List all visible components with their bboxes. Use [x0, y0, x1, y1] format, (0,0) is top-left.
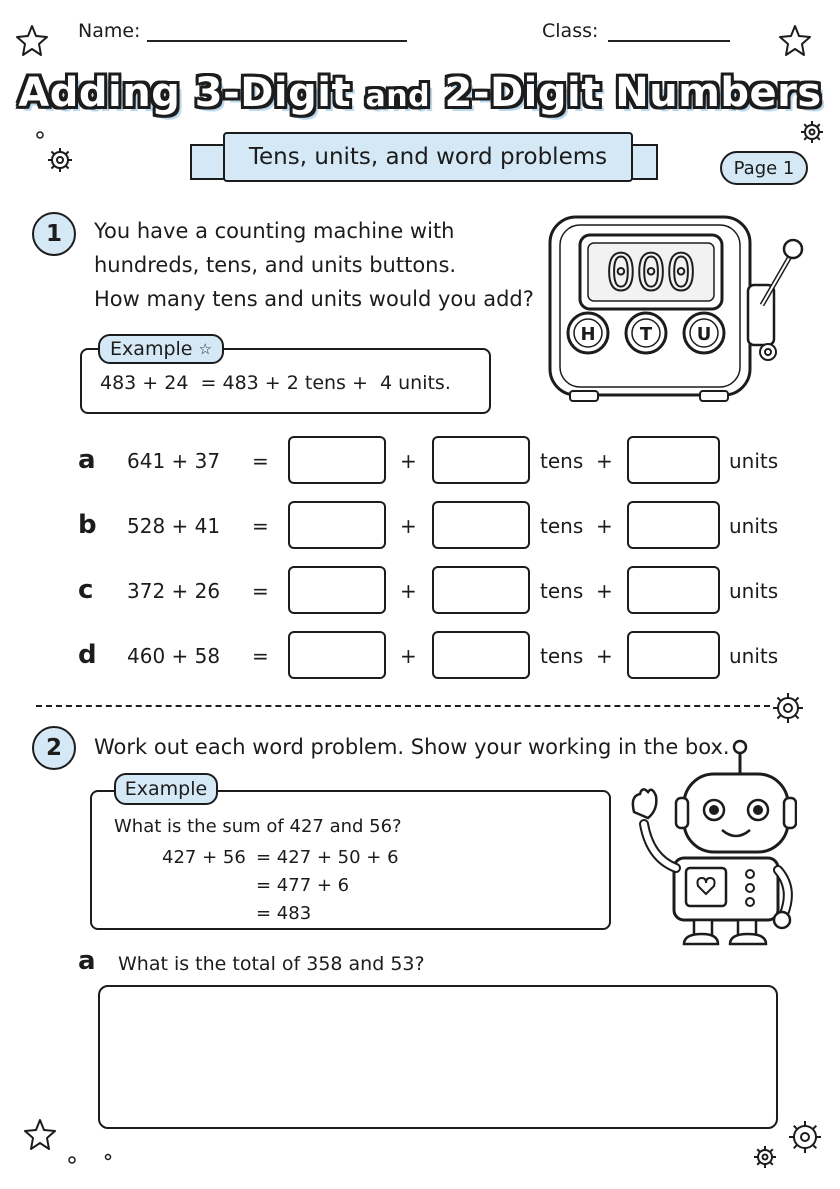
row-a-hundreds-box[interactable]: [288, 436, 386, 484]
name-field[interactable]: [147, 40, 407, 42]
subtitle-ribbon: [223, 132, 633, 182]
question-2-number: [32, 726, 76, 770]
dot-icon: [106, 1155, 111, 1160]
working-left-3: [162, 900, 256, 928]
row-d-hundreds-box[interactable]: [288, 631, 386, 679]
button-units: [684, 313, 724, 353]
star-icon: [780, 26, 810, 55]
row-c-plus-1: +: [400, 579, 417, 603]
button-label-units: U: [696, 324, 712, 345]
button-label-hundreds: H: [580, 324, 596, 345]
row-a-plus-1: +: [400, 449, 417, 473]
row-b-units-box[interactable]: [627, 501, 720, 549]
row-c-tens-label: tens: [540, 579, 584, 603]
star-icon: [25, 1120, 55, 1149]
row-a-sum: 641 + 37: [127, 449, 221, 473]
gear-icon: [754, 1146, 776, 1168]
row-d-letter: d: [78, 640, 97, 670]
row-b-sum: 528 + 41: [127, 514, 221, 538]
q1-example-text: 483 + 24 = 483 + 2 tens + 4 units.: [100, 372, 451, 394]
question-2-number-text: 2: [45, 735, 62, 761]
page-number: Page 1: [733, 157, 795, 179]
question-1-line-2: hundreds, tens, and units buttons.: [94, 253, 457, 277]
row-b-plus-2: +: [596, 514, 613, 538]
gear-icon: [789, 1121, 821, 1153]
class-label: Class:: [542, 20, 599, 42]
question-1-number: [32, 212, 76, 256]
row-c-plus-2: +: [596, 579, 613, 603]
row-d-units-label: units: [729, 644, 779, 668]
row-d-tens-box[interactable]: [432, 631, 530, 679]
class-field[interactable]: [608, 40, 730, 42]
machine-display: 000: [605, 244, 697, 302]
row-a-tens-label: tens: [540, 449, 584, 473]
row-b-tens-label: tens: [540, 514, 584, 538]
robot-illustration: [622, 738, 797, 948]
gear-icon: [48, 148, 72, 172]
gear-icon: [801, 121, 823, 143]
q2-part-a-working-box[interactable]: [98, 985, 778, 1129]
working-left-2: [162, 872, 256, 900]
button-tens: [626, 313, 666, 353]
q2-example-tag: [114, 773, 218, 805]
row-b-units-label: units: [729, 514, 779, 538]
row-c-hundreds-box[interactable]: [288, 566, 386, 614]
q2-example-question: What is the sum of 427 and 56?: [114, 816, 402, 837]
title-part-1: Adding 3-Digit: [18, 70, 352, 116]
row-b-plus-1: +: [400, 514, 417, 538]
working-right-1: = 427 + 50 + 6: [256, 847, 399, 868]
q2-part-a-letter: a: [78, 946, 96, 976]
page-badge: [720, 151, 808, 185]
row-b-hundreds-box[interactable]: [288, 501, 386, 549]
row-d-plus-2: +: [596, 644, 613, 668]
row-a-letter: a: [78, 445, 96, 475]
counting-machine-illustration: [540, 205, 810, 405]
row-a-units-box[interactable]: [627, 436, 720, 484]
name-label: Name:: [78, 20, 141, 42]
button-hundreds: [568, 313, 608, 353]
row-b-letter: b: [78, 510, 97, 540]
q1-example-label: Example: [110, 338, 193, 360]
row-c-units-label: units: [729, 579, 779, 603]
row-a-plus-2: +: [596, 449, 613, 473]
star-icon: ☆: [198, 340, 212, 358]
q1-example-tag: [98, 334, 224, 364]
row-a-tens-box[interactable]: [432, 436, 530, 484]
row-d-units-box[interactable]: [627, 631, 720, 679]
section-divider: [36, 705, 770, 707]
q2-example-box: [90, 790, 611, 930]
question-1-number-text: 1: [45, 221, 62, 247]
row-d-sum: 460 + 58: [127, 644, 221, 668]
row-a-units-label: units: [729, 449, 779, 473]
row-a-equals: =: [252, 449, 269, 473]
dot-icon: [69, 1157, 75, 1163]
question-1-line-3: How many tens and units would you add?: [94, 287, 534, 311]
row-c-equals: =: [252, 579, 269, 603]
gear-icon: [773, 693, 803, 723]
question-1-text: [94, 214, 554, 316]
question-1-line-1: You have a counting machine with: [94, 219, 455, 243]
row-d-equals: =: [252, 644, 269, 668]
star-icon: [17, 26, 47, 55]
row-b-tens-box[interactable]: [432, 501, 530, 549]
row-c-units-box[interactable]: [627, 566, 720, 614]
q2-example-working: [162, 844, 399, 928]
page-title: [0, 70, 840, 116]
working-right-2: = 477 + 6: [256, 875, 350, 896]
subtitle: Tens, units, and word problems: [248, 144, 608, 170]
q2-part-a-question: What is the total of 358 and 53?: [118, 953, 425, 975]
q2-example-label: Example: [124, 778, 208, 800]
row-d-plus-1: +: [400, 644, 417, 668]
machine-gear-icon: [760, 344, 776, 360]
row-c-letter: c: [78, 575, 94, 605]
row-c-sum: 372 + 26: [127, 579, 221, 603]
row-c-tens-box[interactable]: [432, 566, 530, 614]
dot-icon: [37, 132, 43, 138]
row-d-tens-label: tens: [540, 644, 584, 668]
working-left-1: 427 + 56: [162, 847, 246, 868]
question-2-instruction: Work out each word problem. Show your working in the box.: [94, 735, 730, 759]
row-b-equals: =: [252, 514, 269, 538]
title-part-3: 2-Digit Numbers: [444, 70, 822, 116]
working-right-3: = 483: [256, 903, 312, 924]
title-part-2: and: [365, 79, 431, 114]
button-label-tens: T: [639, 324, 653, 345]
